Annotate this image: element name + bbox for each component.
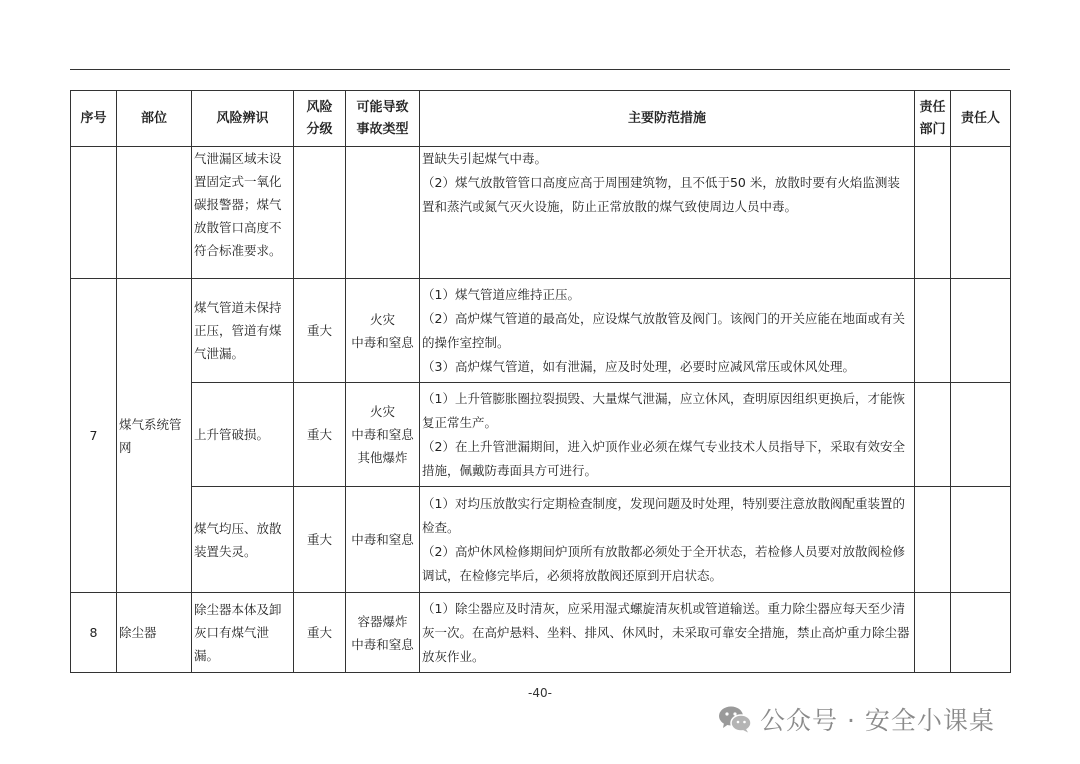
measure-item: （2）高炉休风检修期间炉顶所有放散都必须处于全开状态，若检修人员要对放散阀检修调试，在检修完毕后，必须将放散阀还原到开启状态。 <box>422 543 905 583</box>
measure-item: （1）上升管膨胀圈拉裂损毁、大量煤气泄漏，应立休风，查明原因组织更换后，才能恢复正常生产。 <box>422 390 905 430</box>
cell-dept <box>915 279 951 383</box>
col-header-risk: 风险辨识 <box>192 91 294 147</box>
cell-accident: 中毒和窒息 <box>346 487 420 593</box>
col-header-level: 风险 分级 <box>294 91 346 147</box>
watermark <box>718 701 995 737</box>
measure-item: （2）煤气放散管管口高度应高于周围建筑物，且不低于50 米，放散时要有火焰监测装置和蒸汽或氮气灭火设施，防止正常放散的煤气致使周边人员中毒。 <box>422 175 900 214</box>
cell-measures <box>420 383 915 487</box>
measure-item: （2）高炉煤气管道的最高处，应设煤气放散管及阀门。该阀门的开关应能在地面或有关的操作室控制。 <box>422 310 905 350</box>
cell-location: 煤气系统管网 <box>117 279 192 593</box>
cell-measures <box>420 147 915 279</box>
cell-person <box>951 147 1011 279</box>
measure-item: （2）在上升管泄漏期间，进入炉顶作业必须在煤气专业技术人员指导下，采取有效安全措施，佩戴防毒面具方可进行。 <box>422 438 905 478</box>
cell-risk: 上升管破损。 <box>192 383 294 487</box>
col-header-dept: 责任 部门 <box>915 91 951 147</box>
cell-dept <box>915 593 951 673</box>
cell-accident: 火灾 中毒和窒息 <box>346 279 420 383</box>
measure-item: （1）煤气管道应维持正压。 <box>422 286 580 302</box>
table-row <box>71 279 1011 383</box>
col-header-no: 序号 <box>71 91 117 147</box>
cell-dept <box>915 383 951 487</box>
cell-location: 除尘器 <box>117 593 192 673</box>
cell-person <box>951 593 1011 673</box>
cell-accident: 容器爆炸 中毒和窒息 <box>346 593 420 673</box>
cell-measures <box>420 593 915 673</box>
risk-table <box>70 90 1011 673</box>
cell-level: 重大 <box>294 279 346 383</box>
cell-level: 重大 <box>294 593 346 673</box>
cell-risk: 气泄漏区域未设置固定式一氧化碳报警器；煤气放散管口高度不符合标准要求。 <box>192 147 294 279</box>
cell-level: 重大 <box>294 487 346 593</box>
cell-dept <box>915 147 951 279</box>
page-number: -40- <box>528 686 552 700</box>
cell-level: 重大 <box>294 383 346 487</box>
col-header-location: 部位 <box>117 91 192 147</box>
cell-level <box>294 147 346 279</box>
measure-item: 置缺失引起煤气中毒。 <box>422 151 548 166</box>
col-header-accident: 可能导致 事故类型 <box>346 91 420 147</box>
cell-person <box>951 487 1011 593</box>
cell-accident <box>346 147 420 279</box>
col-header-measures: 主要防范措施 <box>420 91 915 147</box>
watermark-text: 公众号 · 安全小课桌 <box>760 706 995 735</box>
header-rule <box>70 69 1010 70</box>
measure-item: （3）高炉煤气管道，如有泄漏，应及时处理，必要时应减风常压或休风处理。 <box>422 358 855 374</box>
table-row <box>71 383 1011 487</box>
cell-measures <box>420 279 915 383</box>
table-header-row <box>71 91 1011 147</box>
measure-item: （1）除尘器应及时清灰，应采用湿式螺旋清灰机或管道输送。重力除尘器应每天至少清灰一次。在高炉悬料、坐料、排风、休风时，未采取可靠安全措施，禁止高炉重力除尘器放灰作业。 <box>422 600 910 664</box>
cell-person <box>951 279 1011 383</box>
table-row <box>71 593 1011 673</box>
cell-no <box>71 147 117 279</box>
cell-measures <box>420 487 915 593</box>
cell-risk: 煤气均压、放散装置失灵。 <box>192 487 294 593</box>
cell-risk: 除尘器本体及卸灰口有煤气泄漏。 <box>192 593 294 673</box>
col-header-person: 责任人 <box>951 91 1011 147</box>
cell-no: 8 <box>71 593 117 673</box>
cell-risk: 煤气管道未保持正压，管道有煤气泄漏。 <box>192 279 294 383</box>
table-row <box>71 147 1011 279</box>
cell-dept <box>915 487 951 593</box>
cell-no: 7 <box>71 279 117 593</box>
measure-item: （1）对均压放散实行定期检查制度，发现问题及时处理，特别要注意放散阀配重装置的检查。 <box>422 495 905 535</box>
wechat-icon <box>718 705 752 733</box>
cell-location <box>117 147 192 279</box>
table-row <box>71 487 1011 593</box>
cell-person <box>951 383 1011 487</box>
cell-accident: 火灾 中毒和窒息 其他爆炸 <box>346 383 420 487</box>
